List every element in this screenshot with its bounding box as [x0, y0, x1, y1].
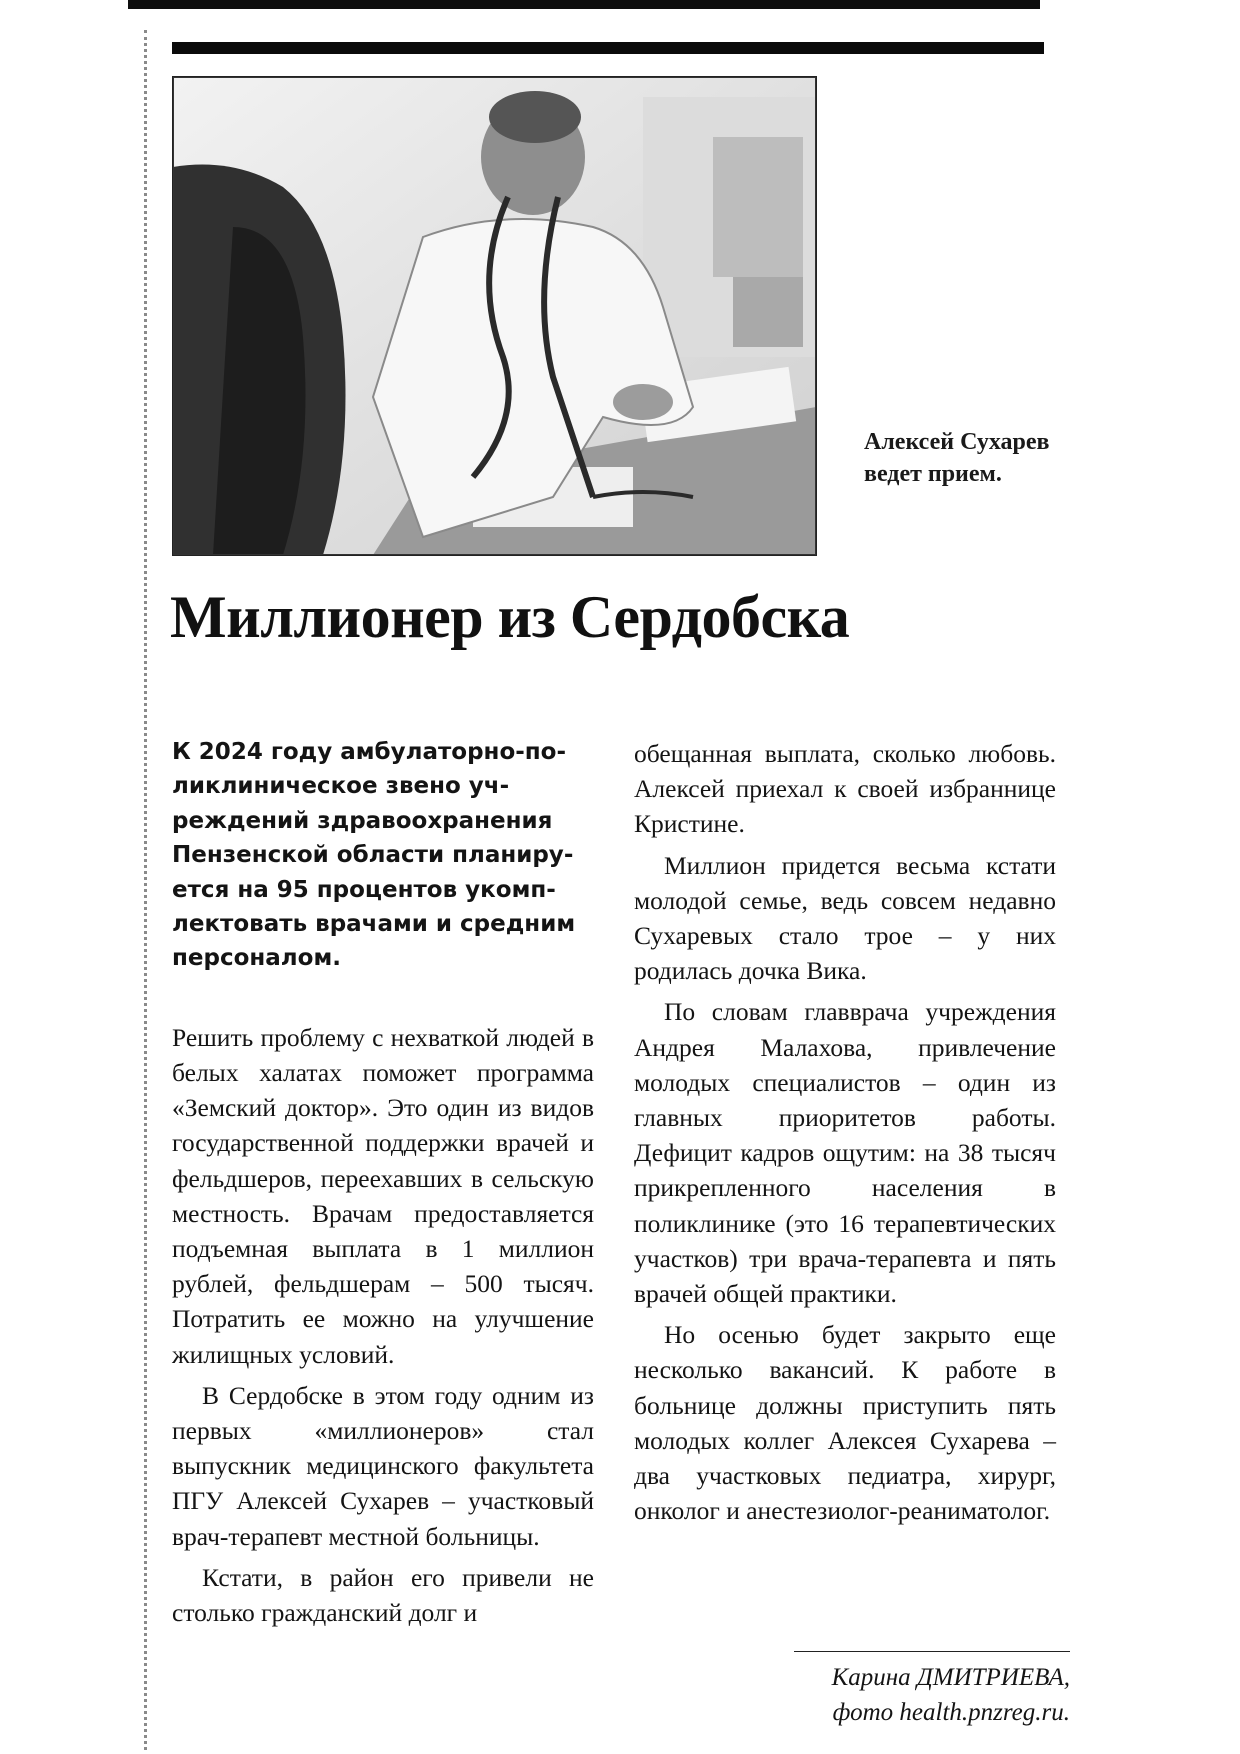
author-name: Карина ДМИТРИЕВА, — [831, 1664, 1070, 1691]
signature-rule — [794, 1651, 1070, 1652]
article-column-right — [634, 736, 1056, 1528]
paragraph: Но осенью будет закрыто еще несколько вакансий. К работе в больнице должны приступить пять молодых коллег Алексея Сухарева – два участковых педиатра, хирург, онколог и анестезиолог-реаниматолог. — [634, 1320, 1056, 1526]
byline — [760, 1660, 1070, 1730]
article-photo — [172, 76, 817, 556]
paragraph: В Сердобске в этом году одним из первых «миллионеров» стал выпускник медицинского факультета ПГУ Алексей Сухарев – участковый врач-терапевт местной больницы. — [172, 1380, 594, 1551]
paragraph: По словам главврача учреждения Андрея Малахова, привлечение молодых специалистов – один из главных приоритетов работы. Дефицит кадров ощутим: на 38 тысяч прикрепленного населения в поликлинике (это 16 терапевтических участков) три врача-терапевта и пять врачей общей практики. — [634, 997, 1056, 1309]
doctor-photo-illustration — [173, 77, 816, 555]
top-rule — [128, 0, 1040, 9]
paragraph: Кстати, в район его привели не столько гражданский долг и — [172, 1562, 594, 1628]
article-lead: К 2024 году амбулаторно-поликлиническое звено учреждений здравоохранения Пензенской области планируется на 95 процентов укомплектовать врачами и средним персоналом. — [172, 739, 576, 972]
paragraph: обещанная выплата, сколько любовь. Алексей приехал к своей избраннице Кристине. — [634, 739, 1056, 839]
paragraph: Решить проблему с нехваткой людей в белых халатах поможет программа «Земский доктор». Это один из видов государственной поддержки врачей и фельдшеров, переехавших в сельскую местность. Врачам предоставляется подъемная выплата в 1 миллион рублей, фельдшерам – 500 тысяч. Потратить ее можно на улучшение жилищных условий. — [172, 1022, 594, 1369]
photo-credit: фото health.pnzreg.ru. — [832, 1699, 1070, 1726]
article-title: Миллионер из Сердобска — [170, 584, 850, 650]
cut-line — [144, 30, 147, 1750]
paragraph: Миллион придется весьма кстати молодой семье, ведь совсем недавно Сухаревых стало трое – у них родилась дочка Вика. — [634, 850, 1056, 986]
header-bar — [172, 42, 1044, 54]
photo-caption: Алексей Сухарев ведет прием. — [864, 429, 1050, 487]
article-column-left — [172, 735, 594, 1630]
